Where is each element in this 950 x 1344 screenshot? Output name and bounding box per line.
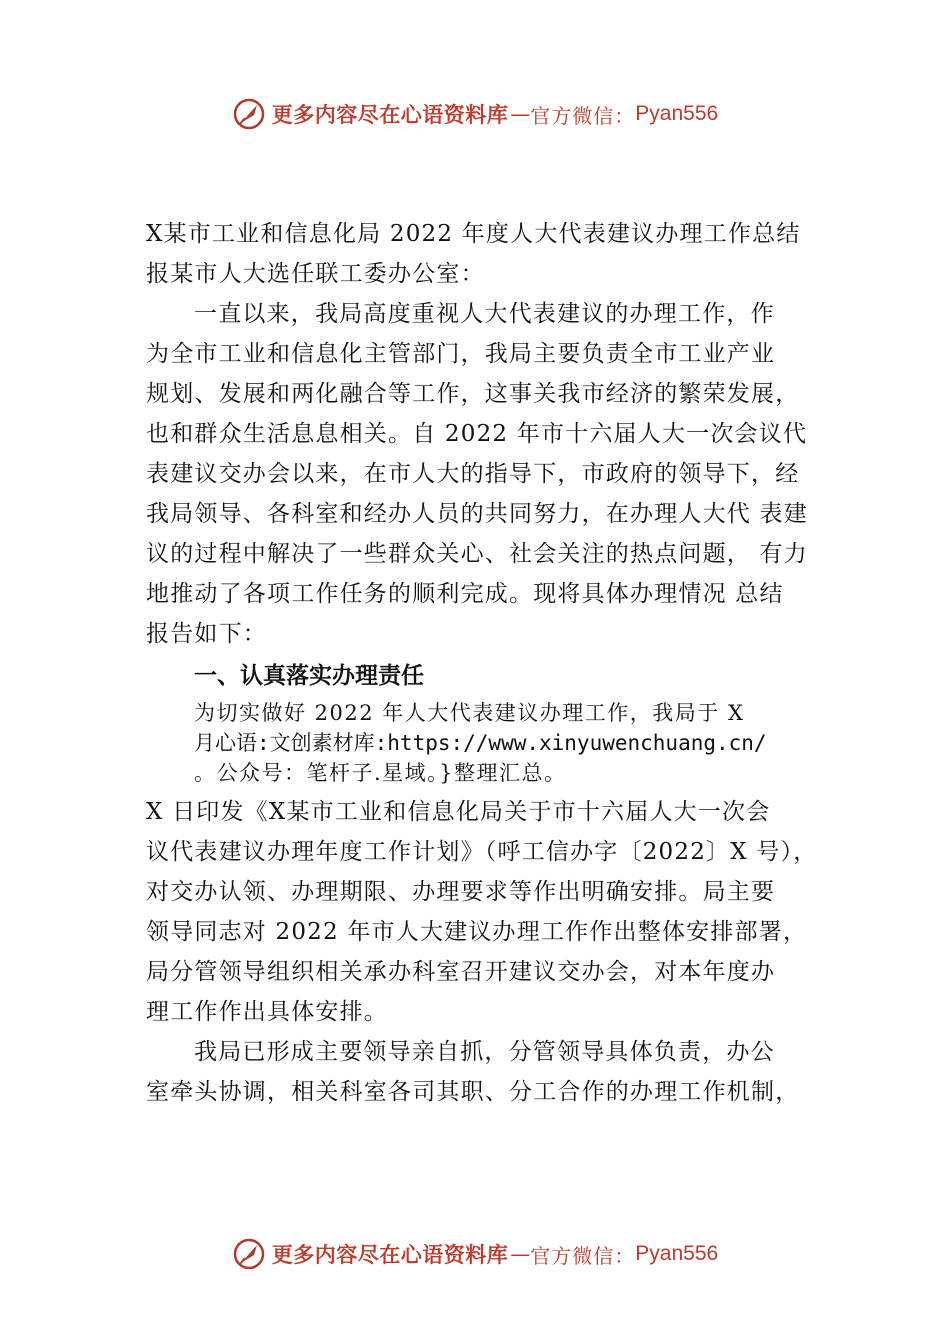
document-body	[146, 214, 836, 1112]
document-title: X某市工业和信息化局 2022 年度人大代表建议办理工作总结	[146, 221, 801, 247]
header-banner	[0, 94, 950, 134]
banner-wechat-label: 官方微信：	[530, 103, 636, 128]
paragraph-line: 为全市工业和信息化主管部门，我局主要负责全市工业产业	[146, 341, 776, 367]
banner-text: 更多内容尽在心语资料库	[271, 1242, 509, 1267]
banner-wechat-id: Pyan556	[635, 1242, 719, 1265]
banner-text: 更多内容尽在心语资料库	[271, 102, 509, 127]
intro-paragraph	[146, 294, 836, 654]
banner-wechat-id: Pyan556	[635, 102, 719, 125]
paragraph-line: 为切实做好 2022 年人大代表建议办理工作，我局于 X	[194, 701, 745, 725]
paragraph-line: 规划、发展和两化融合等工作，这事关我市经济的繁荣发展，	[146, 381, 800, 407]
second-paragraph	[146, 1032, 836, 1112]
paragraph-line: 室牵头协调，相关科室各司其职、分工合作的办理工作机制，	[146, 1079, 800, 1105]
paragraph-line: 议代表建议办理年度工作计划》（呼工信办字〔2022〕X 号），	[146, 839, 818, 865]
banner-separator: —	[510, 102, 531, 126]
paragraph-line: 月心语:文创素材库:https://www.xinyuwenchuang.cn/	[194, 731, 767, 755]
paragraph-line: 。公众号：笔杆子.星域。}整理汇总。	[194, 761, 567, 785]
paragraph-line: 理工作作出具体安排。	[146, 999, 388, 1025]
paragraph-line: 报告如下：	[146, 621, 267, 647]
paragraph-line: 对交办认领、办理期限、办理要求等作出明确安排。局主要	[146, 879, 776, 905]
paragraph-line: 也和群众生活息息相关。自 2022 年市十六届人大一次会议代	[146, 421, 808, 447]
paragraph-line: 我局领导、各科室和经办人员的共同努力，在办理人大代 表建	[146, 501, 808, 527]
paragraph-line: 地推动了各项工作任务的顺利完成。现将具体办理情况 总结	[146, 581, 784, 607]
paragraph-line: 表建议交办会以来，在市人大的指导下，市政府的领导下，经	[146, 461, 800, 487]
banner-separator: —	[510, 1242, 531, 1266]
footer-banner	[0, 1234, 950, 1274]
section1-paragraph	[146, 792, 836, 1032]
paragraph-line: 我局已形成主要领导亲自抓，分管领导具体负责，办公	[194, 1039, 775, 1065]
document-recipient: 报某市人大选任联工委办公室：	[146, 261, 485, 287]
quill-logo-icon	[232, 97, 266, 131]
paragraph-line: 一直以来，我局高度重视人大代表建议的办理工作，作	[194, 301, 775, 327]
quill-logo-icon	[232, 1237, 266, 1271]
paragraph-line: X 日印发《X某市工业和信息化局关于市十六届人大一次会	[146, 799, 771, 825]
section-heading: 一、认真落实办理责任	[194, 663, 424, 689]
paragraph-line: 领导同志对 2022 年市人大建议办理工作作出整体安排部署，	[146, 919, 808, 945]
paragraph-line: 局分管领导组织相关承办科室召开建议交办会，对本年度办	[146, 959, 776, 985]
paragraph-line: 议的过程中解决了一些群众关心、社会关注的热点问题， 有力	[146, 541, 808, 567]
banner-wechat-label: 官方微信：	[530, 1243, 636, 1268]
section1-mono-block	[146, 698, 836, 788]
